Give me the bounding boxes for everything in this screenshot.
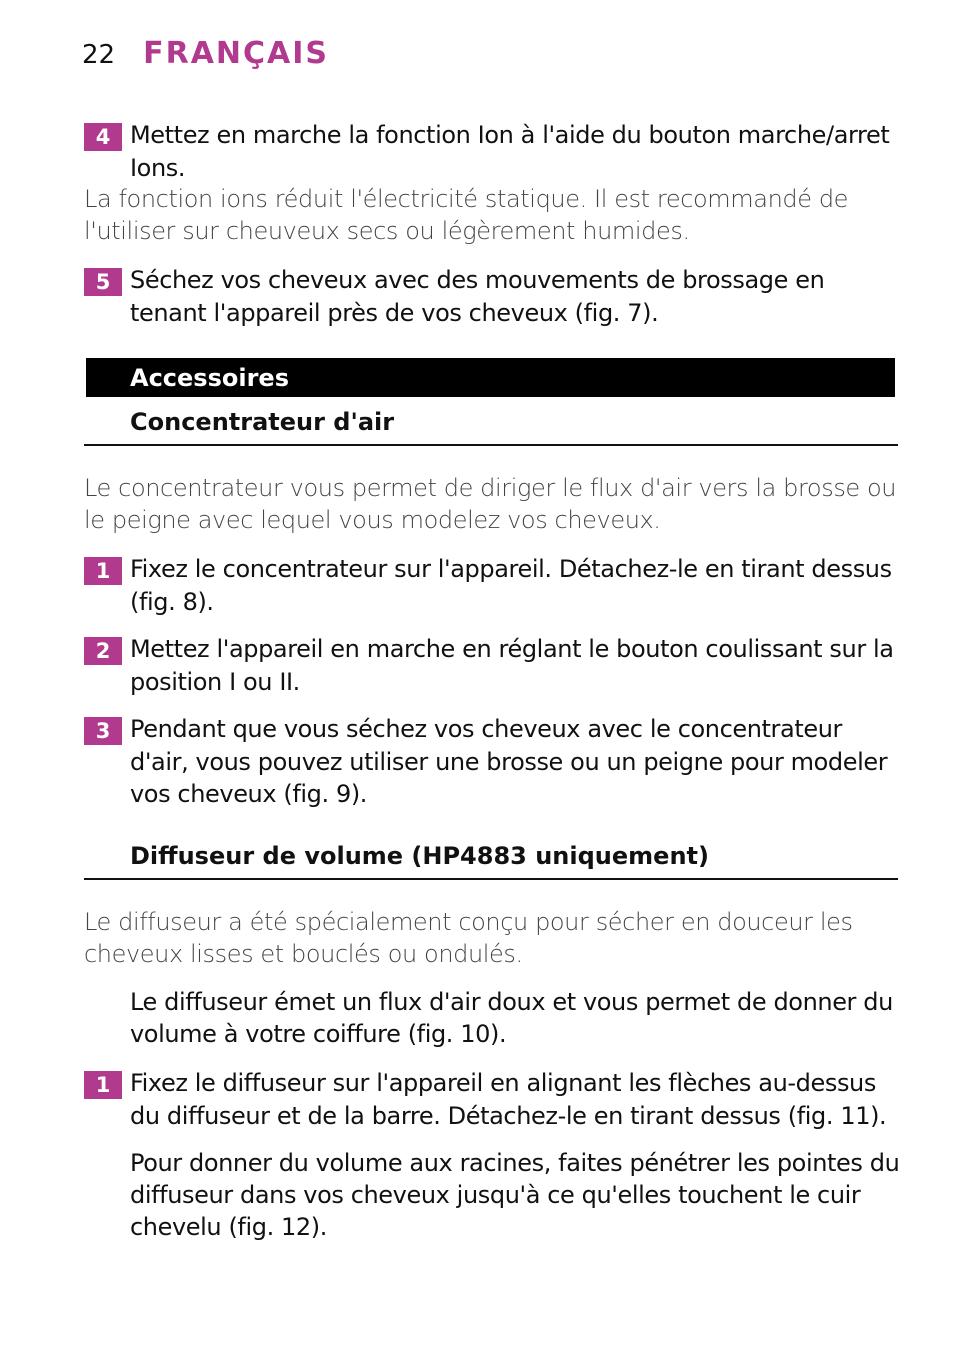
diffuser-note-1: Le diffuseur émet un flux d'air doux et vous permet de donner du volume à votre coiffure (fig. 10).: [130, 988, 893, 1048]
diffuser-step-1: [84, 1067, 900, 1132]
step-text: Pendant que vous séchez vos cheveux avec le concentrateur d'air, vous pouvez utiliser une brosse ou un peigne pour modeler vos cheveux (fig. 9).: [130, 715, 888, 808]
step-number-badge: 3: [84, 717, 122, 745]
step-number-badge: 1: [84, 1071, 122, 1099]
ions-note: La fonction ions réduit l'électricité statique. Il est recommandé de l'utiliser sur cheuveux secs ou légèrement humides.: [84, 185, 849, 245]
diffuser-intro: Le diffuseur a été spécialement conçu pour sécher en douceur les cheveux lisses et bouclés ou ondulés.: [84, 908, 853, 968]
step-text: Fixez le concentrateur sur l'appareil. Détachez-le en tirant dessus (fig. 8).: [130, 555, 892, 616]
step-number-badge: 2: [84, 637, 122, 665]
concentrator-step-2: [84, 633, 900, 698]
language-title: FRANÇAIS: [143, 36, 330, 71]
step-number-badge: 5: [84, 268, 122, 296]
concentrator-step-3: [84, 713, 900, 811]
concentrator-step-1: [84, 553, 900, 618]
step-number-badge: 4: [84, 123, 122, 151]
divider-rule: [84, 878, 898, 880]
diffuser-note-2: Pour donner du volume aux racines, faites pénétrer les pointes du diffuseur dans vos cheveux jusqu'à ce qu'elles touchent le cuir chevelu (fig. 12).: [130, 1149, 900, 1241]
step-text: Mettez en marche la fonction Ion à l'aide du bouton marche/arret Ions.: [130, 121, 890, 182]
step-5: [84, 264, 900, 329]
step-number-badge: 1: [84, 557, 122, 585]
divider-rule: [84, 444, 898, 446]
step-text: Fixez le diffuseur sur l'appareil en alignant les flèches au-dessus du diffuseur et de la barre. Détachez-le en tirant dessus (fig. 11).: [130, 1069, 887, 1130]
step-text: Séchez vos cheveux avec des mouvements de brossage en tenant l'appareil près de vos cheveux (fig. 7).: [130, 266, 825, 327]
diffuser-heading: Diffuseur de volume (HP4883 uniquement): [130, 842, 709, 870]
concentrator-heading: Concentrateur d'air: [130, 408, 395, 436]
page-number: 22: [82, 40, 116, 70]
section-title-bar: Accessoires: [86, 358, 895, 397]
concentrator-intro: Le concentrateur vous permet de diriger le flux d'air vers la brosse ou le peigne avec lequel vous modelez vos cheveux.: [84, 474, 897, 534]
step-text: Mettez l'appareil en marche en réglant le bouton coulissant sur la position I ou II.: [130, 635, 894, 696]
step-4: [84, 119, 900, 184]
page-header: [82, 36, 329, 71]
